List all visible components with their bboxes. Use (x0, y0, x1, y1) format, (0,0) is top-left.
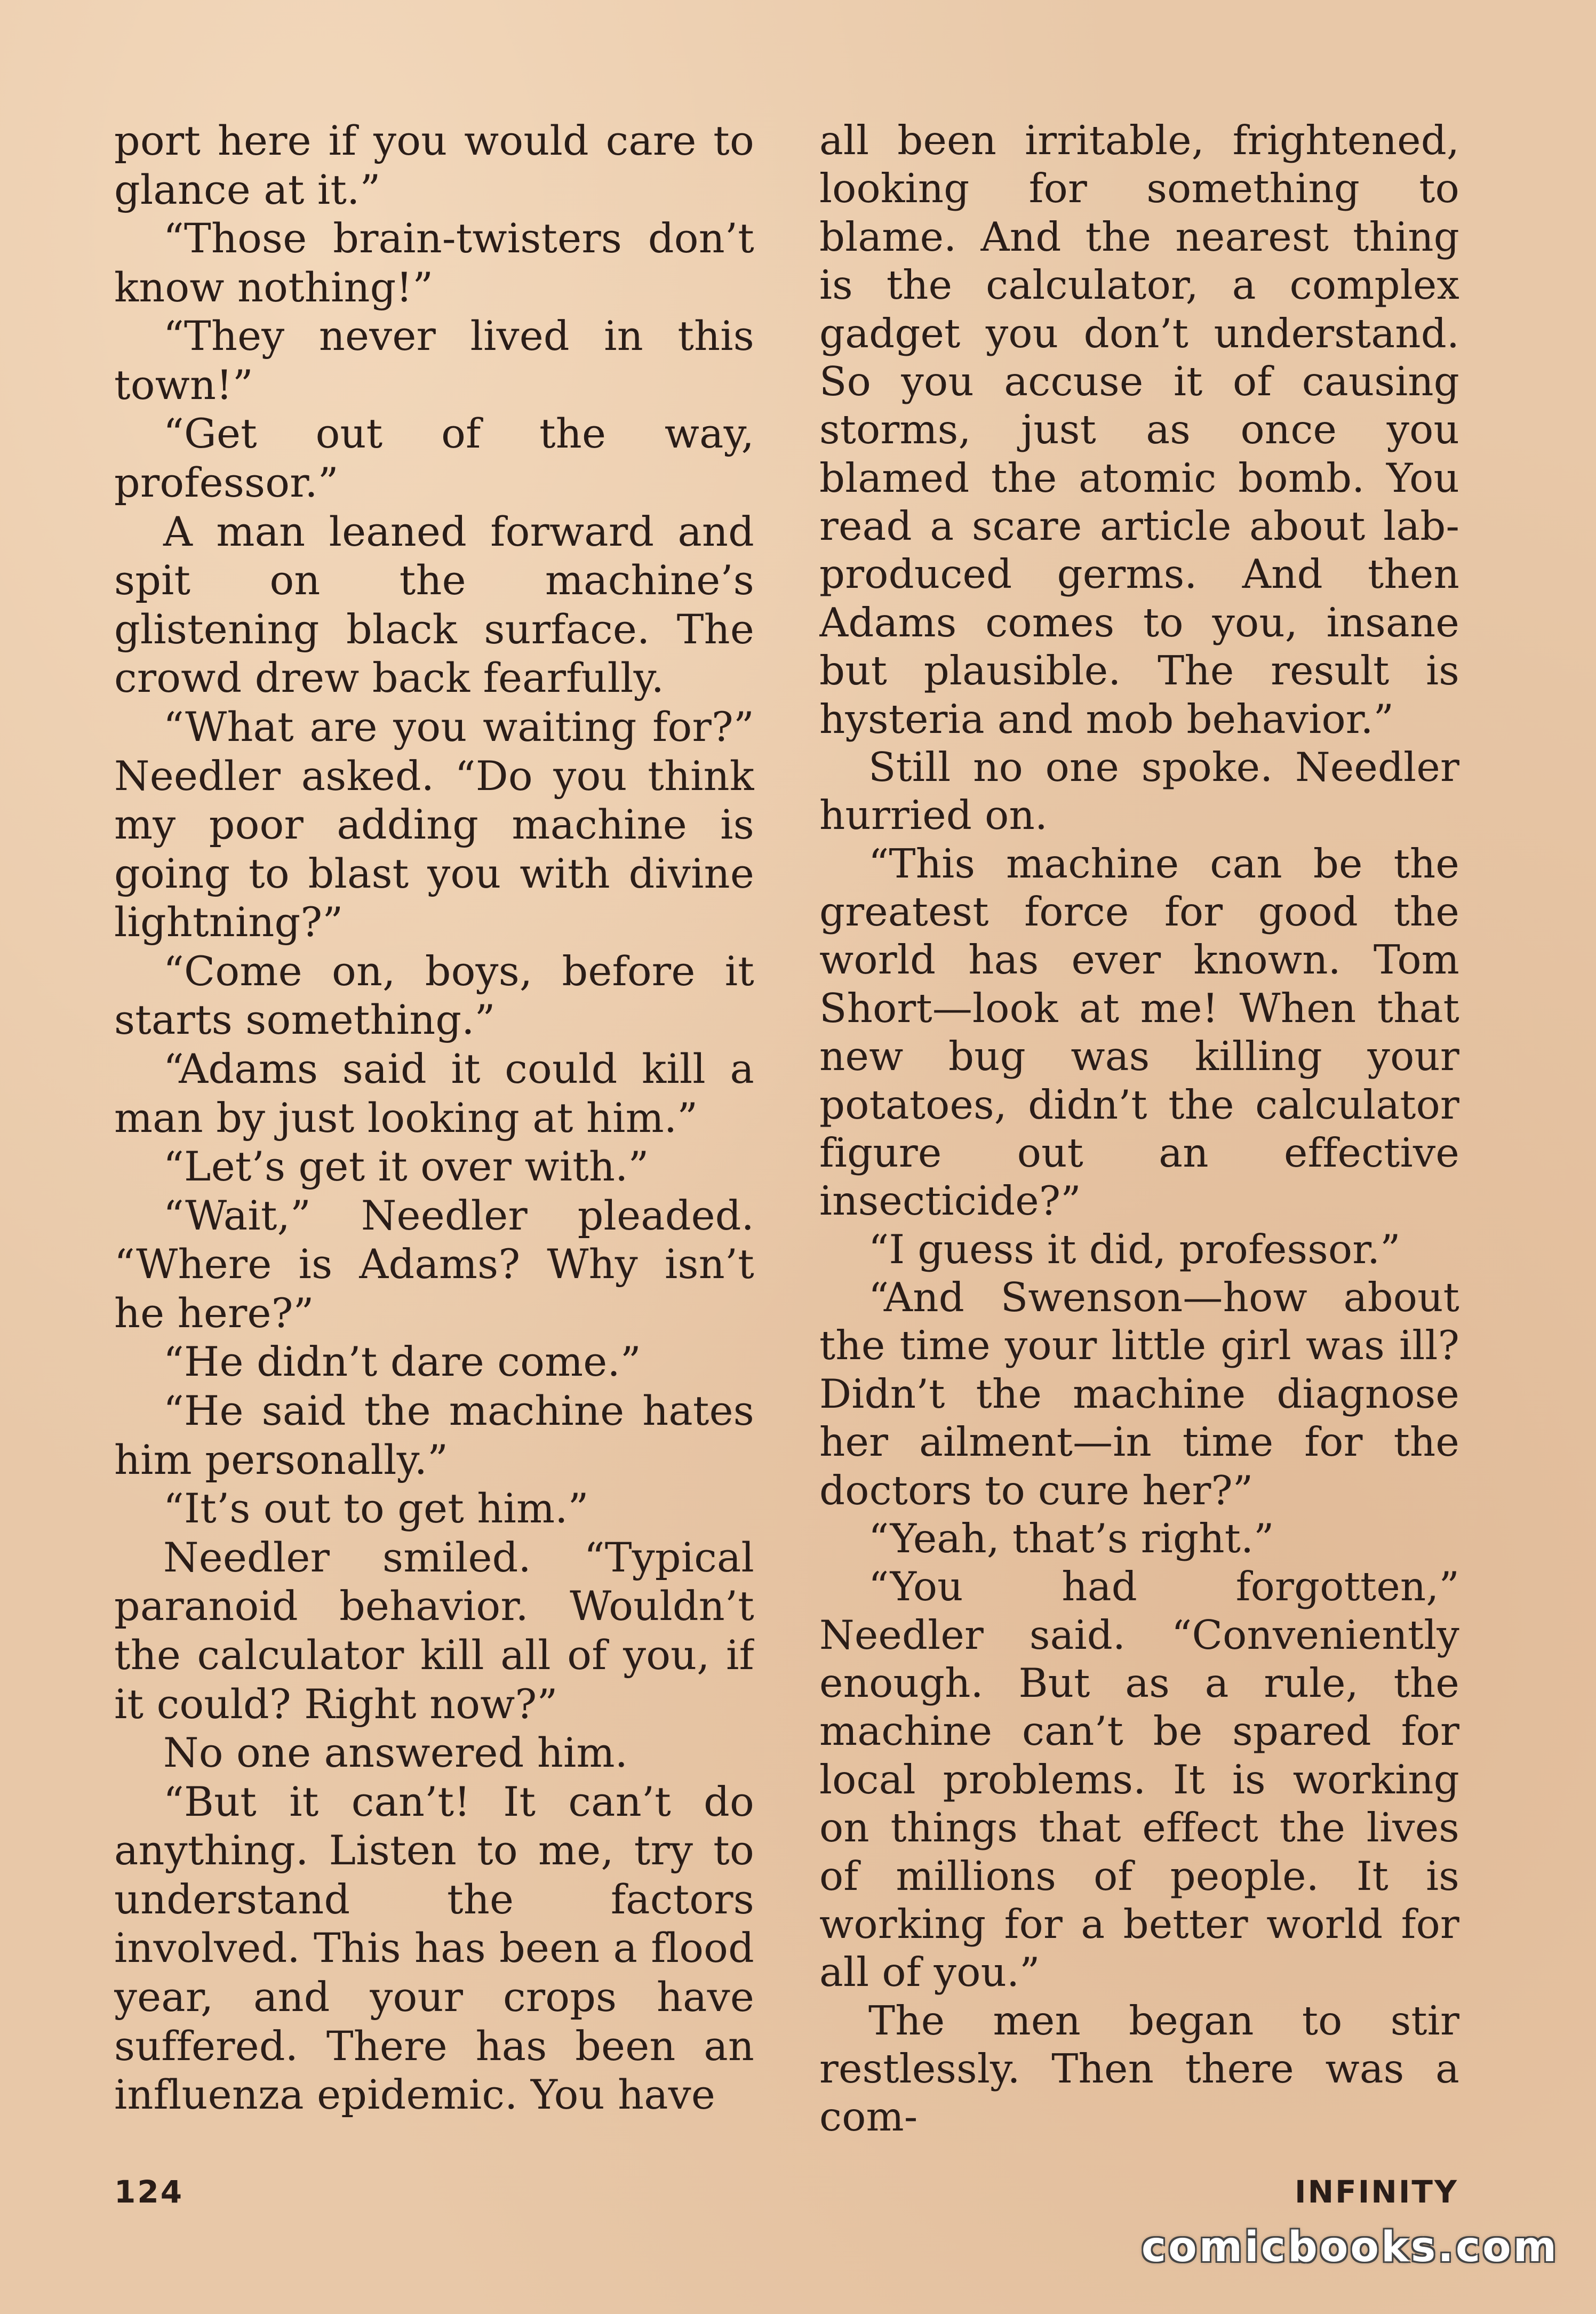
paragraph: A man leaned forward and spit on the machine’s glistening black surface. The crowd drew back fearfully. (114, 507, 754, 702)
magazine-running-head: INFINITY (1294, 2174, 1458, 2210)
paragraph: Needler smiled. “Typical paranoid behavior. Wouldn’t the calculator kill all of you, if it could? Right now?” (114, 1533, 754, 1728)
paragraph: “Let’s get it over with.” (163, 1143, 649, 1191)
right-text-column (819, 116, 1459, 2165)
paragraph: “Yeah, that’s right.” (868, 1514, 1274, 1562)
paragraph: “They never lived in this town!” (114, 312, 754, 409)
paragraph: “Come on, boys, before it starts something.” (114, 947, 754, 1044)
paragraph: “Those brain-twisters don’t know nothing!” (114, 214, 754, 311)
paragraph: “What are you waiting for?” Needler asked. “Do you think my poor adding machine is going to blast you with divine lightning?” (114, 703, 754, 946)
paragraph: “But it can’t! It can’t do anything. Listen to me, try to understand the factors involved. This has been a flood year, and your crops have suffered. There has been an influenza epidemic. You have (114, 1777, 754, 2119)
paragraph: “Wait,” Needler pleaded. “Where is Adams? Why isn’t he here?” (114, 1191, 754, 1337)
paragraph: port here if you would care to glance at it.” (114, 117, 754, 213)
paragraph: all been irritable, frightened, looking for something to blame. And the nearest thing is the calculator, a complex gadget you don’t understand. So you accuse it of causing storms, just as once you blamed the atomic bomb. You read a scare article about lab-produced germs. And then Adams comes to you, insane but plausible. The result is hysteria and mob behavior.” (819, 117, 1459, 743)
paragraph: No one answered him. (163, 1729, 628, 1777)
paragraph: “This machine can be the greatest force for good the world has ever known. Tom Short—look at me! When that new bug was killing your potatoes, didn’t the calculator figure out an effective insecticide?” (819, 840, 1459, 1225)
paragraph: “Adams said it could kill a man by just looking at him.” (114, 1044, 754, 1142)
page-number: 124 (114, 2174, 184, 2210)
paragraph: The men began to stir restlessly. Then there was a com- (819, 1997, 1459, 2141)
watermark-logo: comicbooks.com (1141, 2223, 1559, 2271)
paragraph: “He didn’t dare come.” (163, 1338, 641, 1386)
paragraph: Still no one spoke. Needler hurried on. (819, 743, 1459, 839)
left-text-column (114, 116, 754, 2165)
paragraph: “It’s out to get him.” (163, 1485, 589, 1533)
paragraph: “Get out of the way, professor.” (114, 410, 754, 507)
paragraph: “You had forgotten,” Needler said. “Conveniently enough. But as a rule, the machine can’t be spared for local problems. It is working on things that effect the lives of millions of people. It is working for a better world for all of you.” (819, 1563, 1459, 1996)
paragraph: “I guess it did, professor.” (868, 1225, 1401, 1273)
paragraph: “He said the machine hates him personally.” (114, 1387, 754, 1483)
paragraph: “And Swenson—how about the time your little girl was ill? Didn’t the machine diagnose her ailment—in time for the doctors to cure her?” (819, 1274, 1459, 1514)
